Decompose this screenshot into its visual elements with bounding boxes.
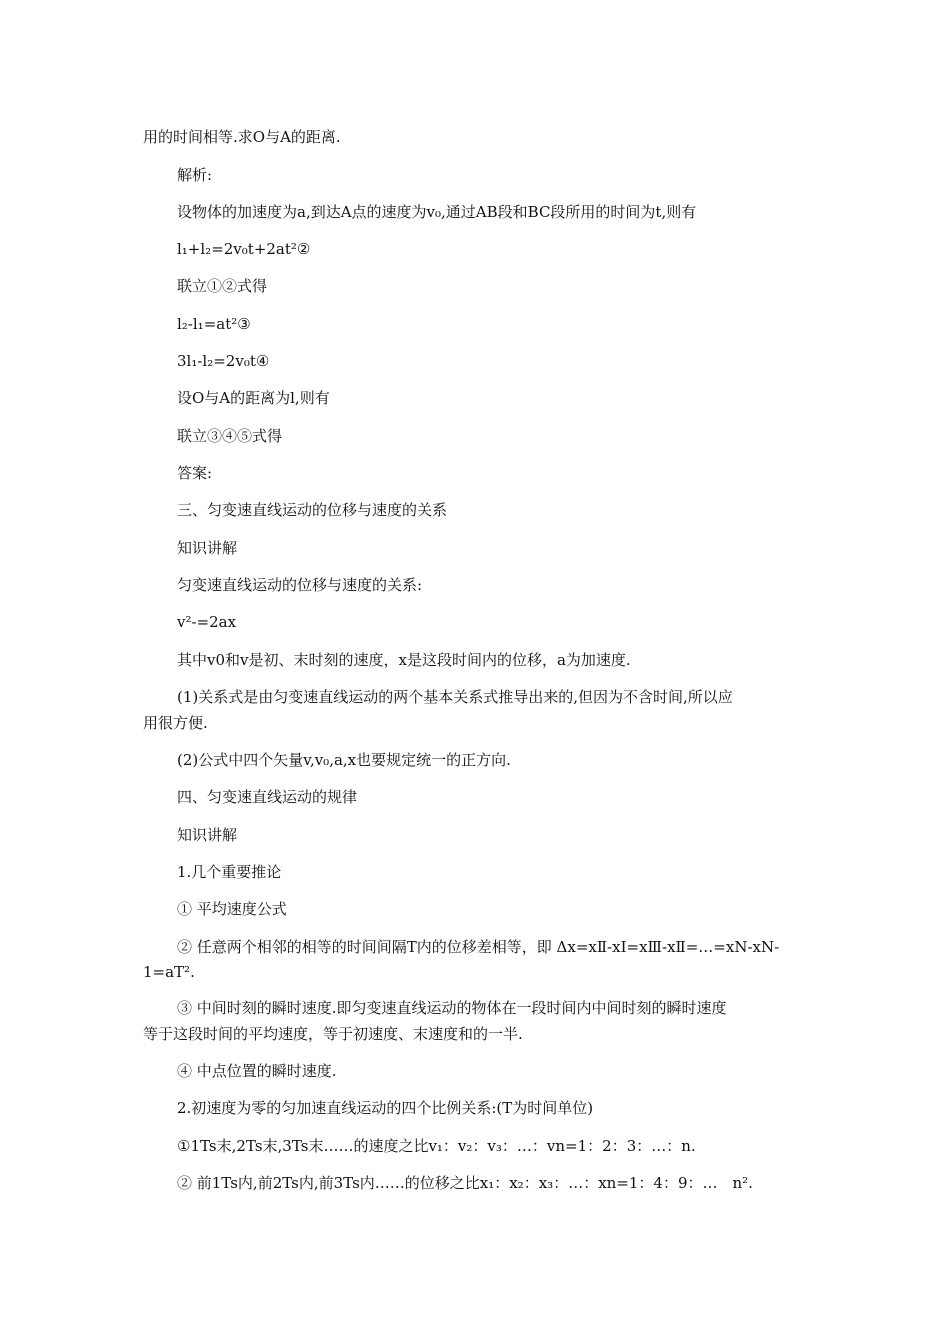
text-line: 设物体的加速度为a,到达A点的速度为v₀,通过AB段和BC段所用的时间为t,则有 — [177, 203, 697, 221]
section-heading: 四、匀变速直线运动的规律 — [177, 788, 358, 806]
text-line: 其中v0和v是初、末时刻的速度，x是这段时间内的位移，a为加速度. — [177, 651, 631, 669]
text-line: 联立①②式得 — [177, 277, 268, 295]
text-line: 2.初速度为零的匀加速直线运动的四个比例关系:(T为时间单位) — [177, 1099, 594, 1117]
text-line: (2)公式中四个矢量v,v₀,a,x也要规定统一的正方向. — [177, 751, 511, 769]
text-line-continued: 用很方便. — [143, 714, 208, 732]
text-line: 1.几个重要推论 — [177, 863, 282, 881]
text-line: ② 前1Ts内,前2Ts内,前3Ts内……的位移之比x₁：x₂：x₃：…：xn=1：4：9：… n². — [177, 1174, 753, 1192]
section-heading: 三、匀变速直线运动的位移与速度的关系 — [177, 501, 448, 519]
text-line-continued: 1=aT². — [143, 963, 195, 981]
text-line: ④ 中点位置的瞬时速度. — [177, 1062, 337, 1080]
formula-line: v²-=2ax — [177, 613, 237, 631]
text-line: 答案: — [177, 464, 213, 482]
subheading: 知识讲解 — [177, 826, 238, 844]
text-line: 用的时间相等.求O与A的距离. — [143, 128, 341, 146]
text-line: 设O与A的距离为l,则有 — [177, 389, 330, 407]
text-line: l₂-l₁=at²③ — [177, 315, 251, 333]
text-line: l₁+l₂=2v₀t+2at²② — [177, 240, 311, 258]
text-line-continued: 等于这段时间的平均速度，等于初速度、末速度和的一半. — [143, 1025, 523, 1043]
text-line: 解析: — [177, 166, 213, 184]
text-line: ① 平均速度公式 — [177, 900, 287, 918]
text-line: ② 任意两个相邻的相等的时间间隔T内的位移差相等，即 Δx=xⅡ-xⅠ=xⅢ-xⅡ=…=xN-xN- — [177, 938, 780, 956]
text-line: 联立③④⑤式得 — [177, 427, 283, 445]
text-line: 3l₁-l₂=2v₀t④ — [177, 352, 270, 370]
text-line: (1)关系式是由匀变速直线运动的两个基本关系式推导出来的,但因为不含时间,所以应 — [177, 688, 733, 706]
text-line: ①1Ts末,2Ts末,3Ts末……的速度之比v₁：v₂：v₃：…：vn=1：2：3：…：n. — [177, 1137, 696, 1155]
subheading: 知识讲解 — [177, 539, 238, 557]
text-line: ③ 中间时刻的瞬时速度.即匀变速直线运动的物体在一段时间内中间时刻的瞬时速度 — [177, 999, 727, 1017]
text-line: 匀变速直线运动的位移与速度的关系: — [177, 576, 423, 594]
